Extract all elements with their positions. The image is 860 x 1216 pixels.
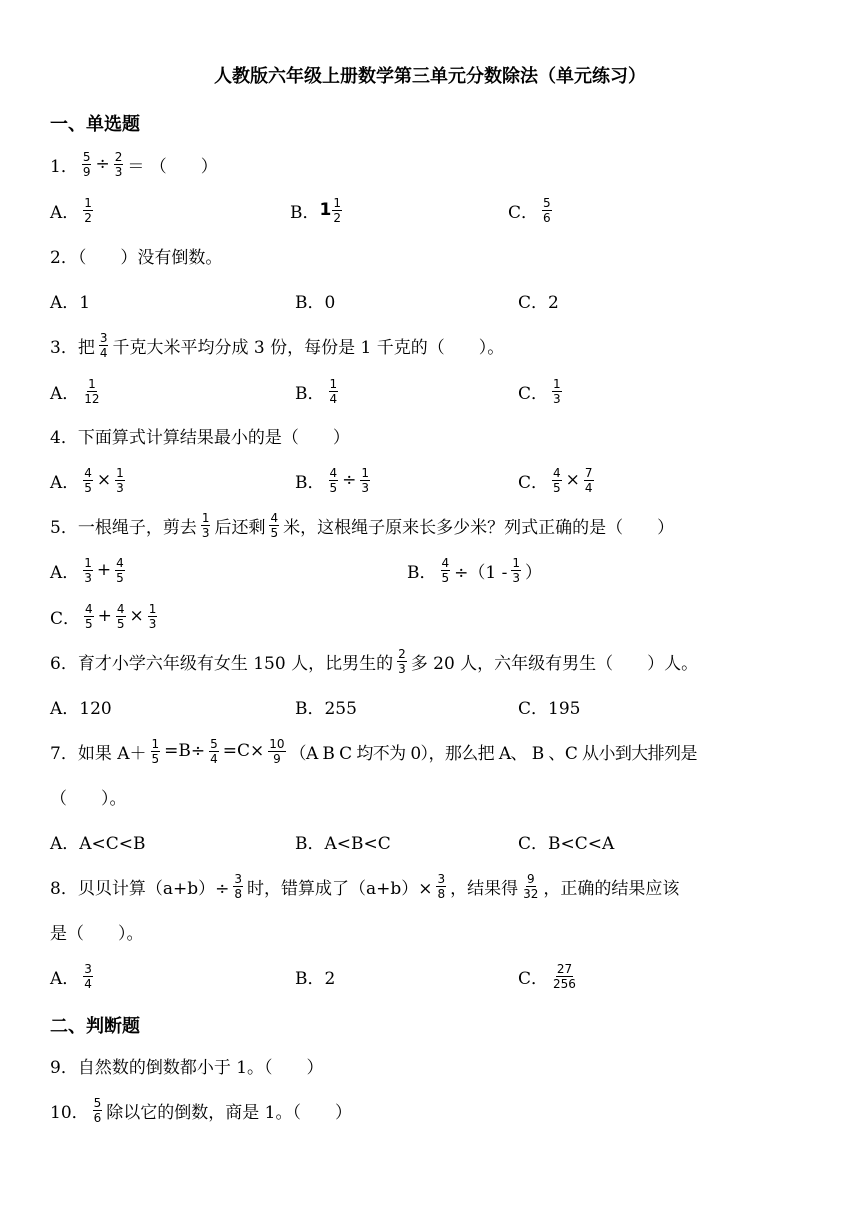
q8-option-a: A． $\frac{3}{4}$ <box>50 961 92 991</box>
q5-option-a: A． $\frac{1}{3}$ + $\frac{4}{5}$ <box>50 555 124 585</box>
q6-option-b: B．255 <box>295 698 357 719</box>
q7-option-a: A．A<C<B <box>50 833 146 854</box>
q6-option-a: A．120 <box>50 698 112 719</box>
fraction: $\frac{5}{9}$ <box>82 149 91 179</box>
q2-option-c: C．2 <box>518 292 559 313</box>
section-heading-single-choice: 一、单选题 <box>50 114 140 135</box>
question-4: 4．下面算式计算结果最小的是（ ） <box>50 427 350 448</box>
q8-option-b: B．2 <box>295 968 336 989</box>
question-6: 6．育才小学六年级有女生 150 人，比男生的 $\frac{2}{3}$ 多 20 人，六年级有男生（ ）人。 <box>50 646 699 676</box>
q3-option-b: B． $\frac{1}{4}$ <box>295 376 338 406</box>
question-7-continued: （ ）。 <box>50 788 127 809</box>
q5-option-b: B． $\frac{4}{5}$ ÷（1 - $\frac{1}{3}$ ） <box>407 555 542 585</box>
q2-option-b: B．0 <box>295 292 336 313</box>
page-title: 人教版六年级上册数学第三单元分数除法（单元练习） <box>214 66 646 87</box>
q2-option-a: A．1 <box>50 292 91 313</box>
q4-option-a: A． $\frac{4}{5}$ × $\frac{1}{3}$ <box>50 465 124 495</box>
question-7: 7．如果 A＋ $\frac{1}{5}$ =B÷ $\frac{5}{4}$ =C× $\frac{10}{9}$ （A B C 均不为 0），那么把 A、 B 、C 从小到大排列是 <box>50 736 697 766</box>
fraction: $\frac{2}{3}$ <box>114 149 123 179</box>
question-8: 8．贝贝计算（a+b）÷ $\frac{3}{8}$ 时，错算成了（a+b）× $\frac{3}{8}$ ，结果得 $\frac{9}{32}$ ，正确的结果应该 <box>50 871 680 901</box>
section-heading-true-false: 二、判断题 <box>50 1016 140 1037</box>
q1-option-b: B． 1 $\frac{1}{2}$ <box>290 195 341 225</box>
q4-option-c: C． $\frac{4}{5}$ × $\frac{7}{4}$ <box>518 465 593 495</box>
question-5: 5．一根绳子，剪去 $\frac{1}{3}$ 后还剩 $\frac{4}{5}$ 米，这根绳子原来长多少米？列式正确的是（ ） <box>50 510 675 540</box>
question-9: 9．自然数的倒数都小于 1。（ ） <box>50 1057 324 1078</box>
q6-option-c: C．195 <box>518 698 581 719</box>
q5-option-c: C． $\frac{4}{5}$ + $\frac{4}{5}$ × $\frac{1}{3}$ <box>50 601 157 631</box>
question-8-continued: 是（ ）。 <box>50 923 144 944</box>
q3-option-a: A． $\frac{1}{12}$ <box>50 376 100 406</box>
question-2: 2．（ ）没有倒数。 <box>50 247 223 268</box>
question-3: 3．把 $\frac{3}{4}$ 千克大米平均分成 3 份，每份是 1 千克的（ ）。 <box>50 330 505 360</box>
question-1: 1． $\frac{5}{9}$ ÷ $\frac{2}{3}$ ＝ （ ） <box>50 149 218 179</box>
question-10: 10． $\frac{5}{6}$ 除以它的倒数，商是 1。（ ） <box>50 1095 353 1125</box>
q4-option-b: B． $\frac{4}{5}$ ÷ $\frac{1}{3}$ <box>295 465 370 495</box>
q8-option-c: C． $\frac{27}{256}$ <box>518 961 576 991</box>
q7-option-c: C．B<C<A <box>518 833 615 854</box>
q1-option-c: C． $\frac{5}{6}$ <box>508 195 551 225</box>
q7-option-b: B．A<B<C <box>295 833 391 854</box>
q1-option-a: A． $\frac{1}{2}$ <box>50 195 92 225</box>
q3-option-c: C． $\frac{1}{3}$ <box>518 376 561 406</box>
